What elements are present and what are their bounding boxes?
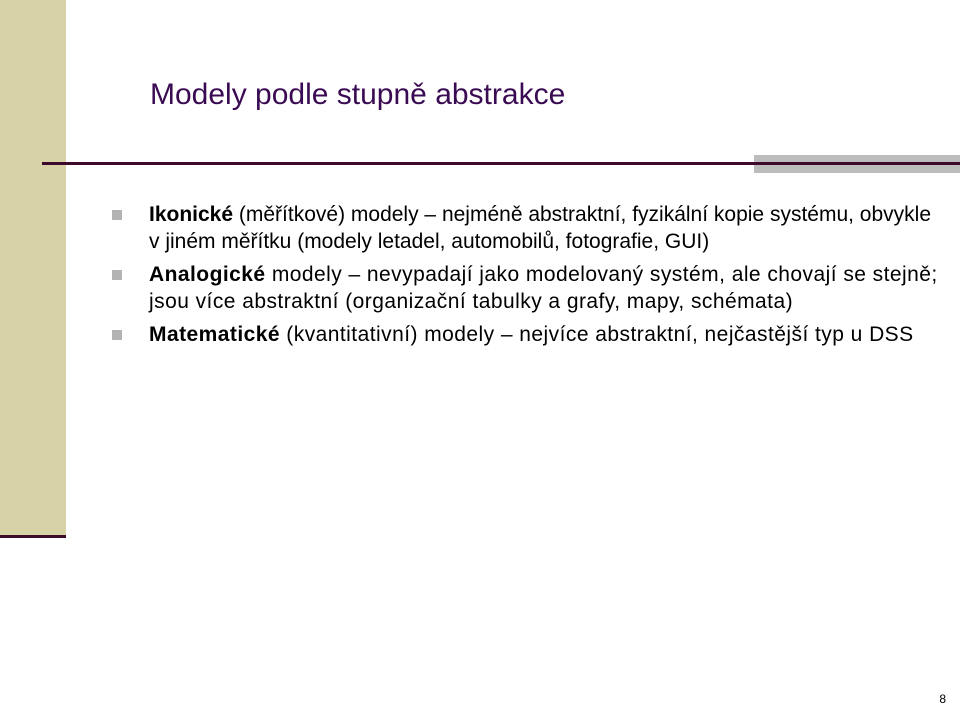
- title-divider: [42, 162, 960, 165]
- bullet-text: (kvantitativní) modely – nejvíce abstraktní, nejčastější typ u DSS: [280, 323, 914, 346]
- sidebar-decoration: [0, 0, 66, 536]
- bullet-term: Analogické: [149, 263, 266, 286]
- bullet-item-analogicke: [112, 261, 942, 315]
- sidebar-base-line: [0, 535, 66, 538]
- bullet-term: Matematické: [149, 323, 281, 346]
- square-bullet-icon: [112, 210, 122, 220]
- bullet-item-ikonicke: [112, 201, 942, 255]
- page-number: 8: [939, 692, 946, 706]
- bullet-list: [112, 201, 942, 354]
- bullet-text: (měřítkové) modely – nejméně abstraktní, fyzikální kopie systému, obvykle v jiném měřítku (modely letadel, automobilů, fotografie, GUI): [149, 203, 931, 253]
- slide-title: Modely podle stupně abstrakce: [150, 78, 566, 111]
- bullet-term: Ikonické: [149, 203, 234, 226]
- square-bullet-icon: [112, 270, 122, 280]
- square-bullet-icon: [112, 330, 122, 340]
- bullet-text: modely – nevypadají jako modelovaný systém, ale chovají se stejně; jsou více abstraktní (organizační tabulky a grafy, mapy, schémata): [149, 263, 938, 313]
- bullet-item-matematicke: [112, 321, 942, 348]
